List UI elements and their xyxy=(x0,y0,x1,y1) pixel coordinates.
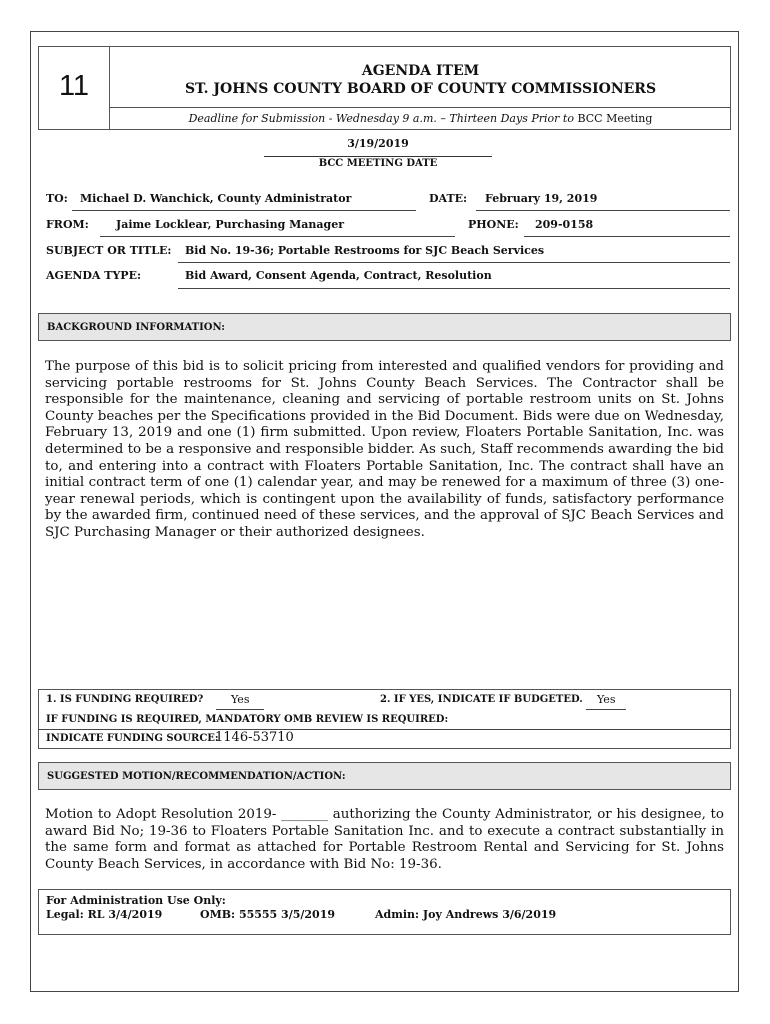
subject-label: SUBJECT OR TITLE: xyxy=(46,244,172,257)
bcc-meeting-date-label: BCC MEETING DATE xyxy=(318,158,438,169)
agenda-title-line1: AGENDA ITEM xyxy=(361,63,480,79)
agenda-item-number: 11 xyxy=(58,70,90,102)
date-label: DATE: xyxy=(429,192,468,205)
legal-signoff: Legal: RL 3/4/2019 xyxy=(46,908,163,921)
submission-deadline xyxy=(110,112,731,125)
budgeted-underline xyxy=(586,709,626,710)
omb-review-note: IF FUNDING IS REQUIRED, MANDATORY OMB REVIEW IS REQUIRED: xyxy=(46,714,449,725)
from-value: Jaime Locklear, Purchasing Manager xyxy=(116,218,345,231)
agenda-type-value: Bid Award, Consent Agenda, Contract, Resolution xyxy=(185,269,492,282)
agenda-type-label: AGENDA TYPE: xyxy=(46,269,142,282)
agenda-type-underline xyxy=(178,288,730,289)
meeting-date-underline xyxy=(264,156,492,157)
funding-required-value: Yes xyxy=(231,693,250,706)
date-underline xyxy=(476,210,730,211)
phone-label: PHONE: xyxy=(468,218,519,231)
phone-underline xyxy=(524,236,730,237)
to-underline xyxy=(72,210,416,211)
funding-divider xyxy=(38,729,731,730)
subject-value: Bid No. 19-36; Portable Restrooms for SJC Beach Services xyxy=(185,244,545,257)
funding-source-label: INDICATE FUNDING SOURCE: xyxy=(46,733,219,744)
from-underline xyxy=(100,236,455,237)
background-section-header: BACKGROUND INFORMATION: xyxy=(38,313,731,341)
agenda-title xyxy=(110,62,731,98)
deadline-plain-text: BCC Meeting xyxy=(573,112,653,125)
phone-value: 209-0158 xyxy=(535,218,594,231)
date-value: February 19, 2019 xyxy=(485,192,598,205)
deadline-italic-text: Deadline for Submission - Wednesday 9 a.m. – Thirteen Days Prior to xyxy=(188,112,574,125)
funding-required-label: 1. IS FUNDING REQUIRED? xyxy=(46,694,204,705)
motion-text: Motion to Adopt Resolution 2019- _______ authorizing the County Administrator, or his designee, to award Bid No; 19-36 to Floaters Portable Sanitation Inc. and to execute a contract substantially in the same form and format as attached for Portable Restroom Rental and Servicing for St. Johns County Beach Services, in accordance with Bid No: 19-36. xyxy=(45,807,724,872)
to-value: Michael D. Wanchick, County Administrator xyxy=(80,192,352,205)
subject-underline xyxy=(178,262,730,263)
omb-signoff: OMB: 55555 3/5/2019 xyxy=(200,908,336,921)
admin-signoff: Admin: Joy Andrews 3/6/2019 xyxy=(375,908,557,921)
agenda-title-line2: ST. JOHNS COUNTY BOARD OF COUNTY COMMISSIONERS xyxy=(184,81,657,97)
from-label: FROM: xyxy=(46,218,89,231)
to-label: TO: xyxy=(46,192,68,205)
funding-required-underline xyxy=(216,709,264,710)
admin-use-title: For Administration Use Only: xyxy=(46,894,226,907)
budgeted-value: Yes xyxy=(597,693,616,706)
funding-source-value: 1146-53710 xyxy=(215,730,294,745)
header-divider xyxy=(110,107,731,108)
background-text: The purpose of this bid is to solicit pricing from interested and qualified vendors for providing and servicing portable restrooms for St. Johns County Beach Services. The Contractor shall be responsible for the maintenance, cleaning and servicing of portable restroom units on St. Johns County beaches per the Specifications provided in the Bid Document. Bids were due on Wednesday, February 13, 2019 and one (1) firm submitted. Upon review, Floaters Portable Sanitation, Inc. was determined to be a responsive and responsible bidder. As such, Staff recommends awarding the bid to, and entering into a contract with Floaters Portable Sanitation, Inc. The contract shall have an initial contract term of one (1) calendar year, and may be renewed for a maximum of three (3) one-year renewal periods, which is contingent upon the availability of funds, satisfactory performance by the awarded firm, continued need of these services, and the approval of SJC Beach Services and SJC Purchasing Manager or their authorized designees. xyxy=(45,359,724,540)
motion-section-header: SUGGESTED MOTION/RECOMMENDATION/ACTION: xyxy=(38,762,731,790)
budgeted-label: 2. IF YES, INDICATE IF BUDGETED. xyxy=(380,694,583,705)
bcc-meeting-date-value: 3/19/2019 xyxy=(347,137,409,150)
